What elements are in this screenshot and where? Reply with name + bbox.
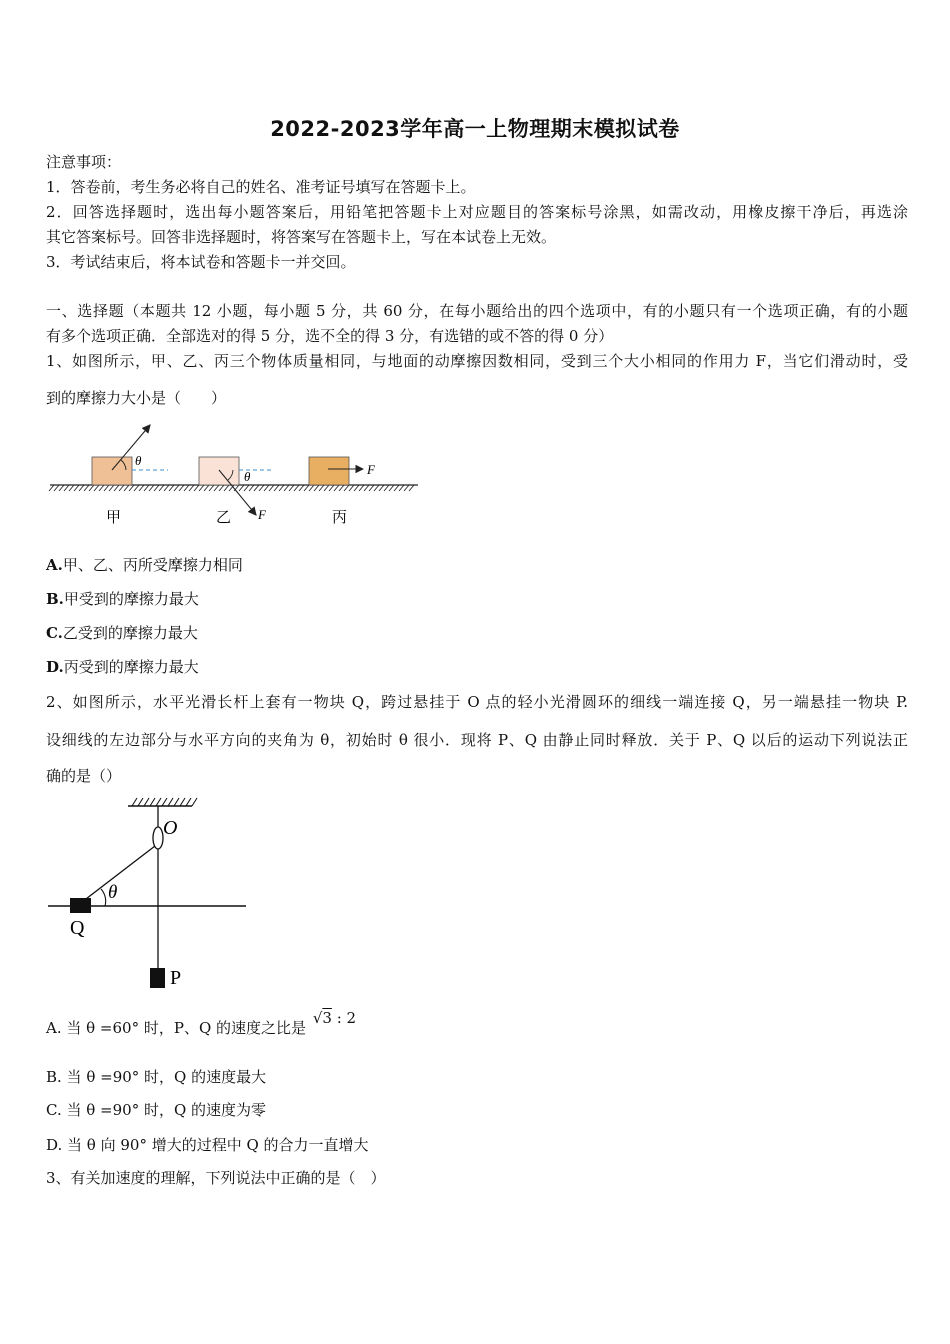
ground-hatch-mark (74, 485, 79, 491)
ground-hatch-mark (369, 485, 374, 491)
ground-hatch-mark (179, 485, 184, 491)
ground-hatch-mark (409, 485, 414, 491)
ground-hatch-mark (319, 485, 324, 491)
theta-label: θ (108, 882, 118, 903)
q1-stem: 1、如图所示，甲、乙、丙三个物体质量相同，与地面的动摩擦因数相同，受到三个大小相同的作用力 F，当它们滑动时，受 (46, 352, 908, 370)
ground-hatch-mark (274, 485, 279, 491)
page-title: 2022-2023学年高一上物理期末模拟试卷 (270, 117, 680, 141)
ground-hatch-mark (219, 485, 224, 491)
ground-hatch-mark (339, 485, 344, 491)
ratio-rest: : 2 (331, 1009, 357, 1027)
q1-option-c (46, 623, 908, 643)
ground-hatch-mark (119, 485, 124, 491)
q1-option-c-text: 乙受到的摩擦力最大 (62, 624, 198, 642)
q3-stem: 3、有关加速度的理解，下列说法中正确的是（ ） (46, 1169, 386, 1187)
ground-hatch-mark (309, 485, 314, 491)
ground-hatch-mark (59, 485, 64, 491)
ceiling-hatch-mark (138, 798, 143, 806)
ceiling-hatch-mark (156, 798, 161, 806)
ground-hatch-mark (154, 485, 159, 491)
section1-instructions: 一、选择题（本题共 12 小题，每小题 5 分，共 60 分，在每小题给出的四个选项中，有的小题只有一个选项正确，有的小题 (46, 302, 908, 320)
ceiling-hatch (132, 798, 197, 806)
ground-hatch-mark (124, 485, 129, 491)
ground-hatch-mark (284, 485, 289, 491)
ground-hatch-mark (289, 485, 294, 491)
ground-hatch-mark (54, 485, 59, 491)
section1-instructions-cont: 有多个选项正确．全部选对的得 5 分，选不全的得 3 分，有选错的或不答的得 0 分） (46, 327, 614, 345)
ground-hatch-mark (69, 485, 74, 491)
ground-hatch-mark (84, 485, 89, 491)
ceiling-hatch-mark (150, 798, 155, 806)
ground-hatch-mark (104, 485, 109, 491)
ground-hatch-mark (94, 485, 99, 491)
q2-figure (46, 796, 251, 994)
ground-hatch-mark (224, 485, 229, 491)
p-label: P (170, 967, 182, 989)
ground-hatch-mark (164, 485, 169, 491)
ground-hatch-mark (184, 485, 189, 491)
ground-hatch-mark (189, 485, 194, 491)
ground-hatch-mark (239, 485, 244, 491)
ground-hatch-mark (129, 485, 134, 491)
ground-hatch-mark (404, 485, 409, 491)
ground-hatch-mark (249, 485, 254, 491)
ground-hatch-mark (329, 485, 334, 491)
q1-option-b-text: 甲受到的摩擦力最大 (63, 590, 199, 608)
q2-option-c: C. 当 θ =90° 时，Q 的速度为零 (46, 1101, 267, 1119)
ground-hatch-mark (294, 485, 299, 491)
block-q (70, 898, 91, 913)
bing-force-label: F (367, 462, 375, 477)
ground-hatch-mark (399, 485, 404, 491)
q2-option-a-text: A. 当 θ =60° 时，P、Q 的速度之比是 (46, 1019, 307, 1037)
ceiling-hatch-mark (192, 798, 197, 806)
q1-option-d (46, 657, 908, 677)
ground-hatch-mark (159, 485, 164, 491)
ground-hatch-mark (144, 485, 149, 491)
ground-hatch-mark (349, 485, 354, 491)
ground-hatch-mark (299, 485, 304, 491)
ground-hatch-mark (394, 485, 399, 491)
ground-hatch-mark (169, 485, 174, 491)
q2-stem: 2、如图所示，水平光滑长杆上套有一物块 Q，跨过悬挂于 O 点的轻小光滑圆环的细线一端连接 Q，另一端悬挂一物块 P. (46, 693, 908, 711)
ground-hatch-mark (344, 485, 349, 491)
ground-hatch-mark (389, 485, 394, 491)
ground-hatch-mark (279, 485, 284, 491)
q1-stem-cont: 到的摩擦力大小是（ ） (46, 389, 227, 407)
ground-hatch-mark (49, 485, 54, 491)
ground-hatch-mark (314, 485, 319, 491)
ceiling-hatch-mark (144, 798, 149, 806)
ground-hatch-mark (334, 485, 339, 491)
o-label: O (163, 817, 178, 839)
ground-hatch-mark (99, 485, 104, 491)
q1-option-a-letter: A. (46, 556, 63, 574)
q1-option-a (46, 555, 908, 575)
ground-hatch-mark (264, 485, 269, 491)
ceiling-hatch-mark (162, 798, 167, 806)
ground-hatch-mark (259, 485, 264, 491)
block-jia (92, 457, 132, 485)
q1-option-d-letter: D. (46, 658, 64, 676)
label-bing: 丙 (332, 510, 348, 526)
ground-hatch-mark (114, 485, 119, 491)
ground-hatch-mark (214, 485, 219, 491)
yi-theta: θ (244, 469, 251, 484)
label-yi: 乙 (216, 510, 232, 526)
q2-stem-cont2: 确的是（） (46, 767, 122, 785)
ground-hatch-mark (234, 485, 239, 491)
yi-force-label: F (258, 507, 266, 522)
ceiling-hatch-mark (168, 798, 173, 806)
theta-arc (101, 889, 106, 906)
ceiling-hatch-mark (186, 798, 191, 806)
q1-option-d-text: 丙受到的摩擦力最大 (63, 658, 199, 676)
q1-option-b (46, 589, 908, 609)
ground-hatch-mark (209, 485, 214, 491)
ground-hatch-mark (379, 485, 384, 491)
ground-hatch-mark (194, 485, 199, 491)
ground-hatch-mark (64, 485, 69, 491)
ground-hatch-mark (134, 485, 139, 491)
ground-hatch-mark (244, 485, 249, 491)
ground-hatch-mark (149, 485, 154, 491)
ground-hatch-mark (79, 485, 84, 491)
notice-item-3: 3．考试结束后，将本试卷和答题卡一并交回。 (46, 253, 356, 271)
sqrt-ratio: √3 : 2 (312, 1009, 357, 1027)
notice-heading: 注意事项： (46, 153, 122, 171)
q1-figure (46, 418, 426, 533)
q2-option-a (46, 1009, 908, 1038)
ground-hatch-mark (139, 485, 144, 491)
ground-hatch-mark (204, 485, 209, 491)
notice-item-1: 1．答卷前，考生务必将自己的姓名、准考证号填写在答题卡上。 (46, 178, 476, 196)
ceiling-hatch-mark (180, 798, 185, 806)
q2-stem-cont: 设细线的左边部分与水平方向的夹角为 θ，初始时 θ 很小．现将 P、Q 由静止同时释放．关于 P、Q 以后的运动下列说法正 (46, 731, 908, 749)
ground-hatch-mark (199, 485, 204, 491)
block-bing (309, 457, 349, 485)
ground-hatch-mark (354, 485, 359, 491)
q1-option-c-letter: C. (46, 624, 63, 642)
ground-hatch-mark (374, 485, 379, 491)
ground-hatch-mark (269, 485, 274, 491)
block-p (150, 968, 165, 988)
notice-item-2: 2．回答选择题时，选出每小题答案后，用铅笔把答题卡上对应题目的答案标号涂黑，如需改动，用橡皮擦干净后，再选涂 (46, 203, 908, 221)
ground-hatch-mark (364, 485, 369, 491)
ceiling-hatch-mark (132, 798, 137, 806)
jia-theta: θ (135, 453, 142, 468)
ground-hatch-mark (384, 485, 389, 491)
ground-hatch-mark (109, 485, 114, 491)
ground-hatch-mark (89, 485, 94, 491)
ground-hatch-mark (304, 485, 309, 491)
ground-hatch-mark (174, 485, 179, 491)
notice-item-2-cont: 其它答案标号。回答非选择题时，将答案写在答题卡上，写在本试卷上无效。 (46, 228, 557, 246)
label-jia: 甲 (106, 510, 122, 526)
q2-option-d: D. 当 θ 向 90° 增大的过程中 Q 的合力一直增大 (46, 1136, 369, 1154)
ground-hatch-mark (324, 485, 329, 491)
ground-hatch-mark (359, 485, 364, 491)
sqrt-radicand: 3 (322, 1009, 332, 1027)
q-label: Q (70, 917, 85, 939)
ground-hatch-mark (254, 485, 259, 491)
q2-option-b: B. 当 θ =90° 时，Q 的速度最大 (46, 1068, 267, 1086)
q1-option-a-text: 甲、乙、丙所受摩擦力相同 (62, 556, 243, 574)
ceiling-hatch-mark (174, 798, 179, 806)
q1-option-b-letter: B. (46, 590, 64, 608)
string-left (82, 846, 155, 902)
